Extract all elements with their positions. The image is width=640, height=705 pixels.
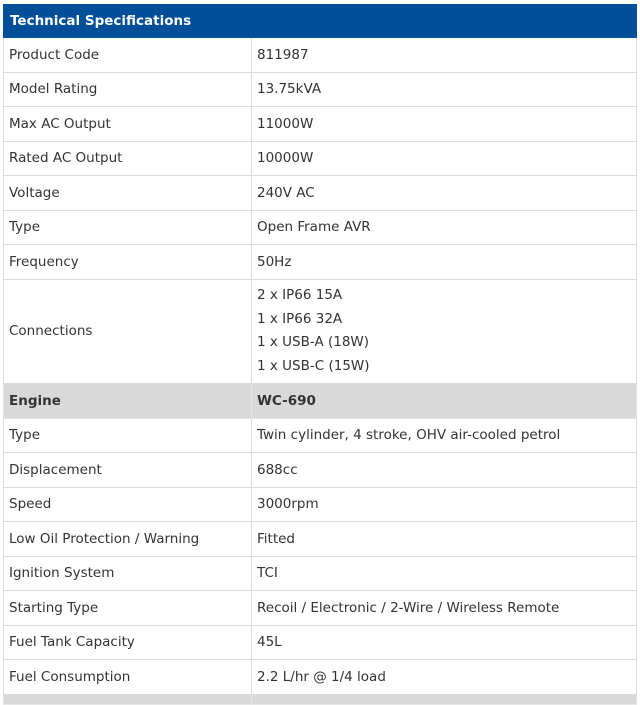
spec-label: Type bbox=[4, 210, 252, 245]
section-label-partial bbox=[4, 694, 252, 704]
spec-value: 50Hz bbox=[252, 245, 637, 280]
connection-item: 1 x USB-C (15W) bbox=[257, 357, 370, 374]
table-title: Technical Specifications bbox=[4, 5, 637, 38]
spec-value: 10000W bbox=[252, 141, 637, 176]
section-value-partial bbox=[252, 694, 637, 704]
spec-value: 11000W bbox=[252, 107, 637, 142]
engine-section-row bbox=[4, 383, 637, 418]
spec-label: Fuel Consumption bbox=[4, 660, 252, 695]
table-row bbox=[4, 625, 637, 660]
section-label: Engine bbox=[4, 383, 252, 418]
spec-label: Max AC Output bbox=[4, 107, 252, 142]
table-row bbox=[4, 660, 637, 695]
table-row bbox=[4, 210, 637, 245]
connection-item: 1 x IP66 32A bbox=[257, 310, 343, 327]
spec-value: 45L bbox=[252, 625, 637, 660]
table-row bbox=[4, 38, 637, 73]
spec-value: 2.2 L/hr @ 1/4 load bbox=[252, 660, 637, 695]
spec-label: Product Code bbox=[4, 38, 252, 73]
section-value: WC-690 bbox=[252, 383, 637, 418]
spec-label: Frequency bbox=[4, 245, 252, 280]
next-section-row-partial bbox=[4, 694, 637, 704]
table-row bbox=[4, 245, 637, 280]
spec-label: Displacement bbox=[4, 453, 252, 488]
table-row bbox=[4, 487, 637, 522]
connection-item: 1 x USB-A (18W) bbox=[257, 334, 370, 350]
spec-label: Low Oil Protection / Warning bbox=[4, 522, 252, 557]
table-row bbox=[4, 556, 637, 591]
spec-label: Speed bbox=[4, 487, 252, 522]
table-row bbox=[4, 522, 637, 557]
spec-label: Ignition System bbox=[4, 556, 252, 591]
table-row bbox=[4, 107, 637, 142]
spec-value: Open Frame AVR bbox=[252, 210, 637, 245]
spec-label: Starting Type bbox=[4, 591, 252, 626]
table-row bbox=[4, 72, 637, 107]
connections-values bbox=[252, 279, 637, 383]
technical-specifications-table bbox=[3, 4, 637, 705]
table-row bbox=[4, 591, 637, 626]
spec-label: Voltage bbox=[4, 176, 252, 211]
spec-value: 240V AC bbox=[252, 176, 637, 211]
spec-label: Rated AC Output bbox=[4, 141, 252, 176]
table-row bbox=[4, 141, 637, 176]
connections-row bbox=[4, 279, 637, 383]
spec-label: Connections bbox=[4, 279, 252, 383]
spec-value: TCI bbox=[252, 556, 637, 591]
spec-label: Type bbox=[4, 418, 252, 453]
spec-label: Model Rating bbox=[4, 72, 252, 107]
spec-value: Recoil / Electronic / 2-Wire / Wireless Remote bbox=[252, 591, 637, 626]
table-row bbox=[4, 453, 637, 488]
connection-item: 2 x IP66 15A bbox=[257, 287, 343, 303]
spec-value: 811987 bbox=[252, 38, 637, 73]
spec-value: Fitted bbox=[252, 522, 637, 557]
table-row bbox=[4, 418, 637, 453]
table-header-row bbox=[4, 5, 637, 38]
spec-label: Fuel Tank Capacity bbox=[4, 625, 252, 660]
spec-value: Twin cylinder, 4 stroke, OHV air-cooled petrol bbox=[252, 418, 637, 453]
spec-value: 688cc bbox=[252, 453, 637, 488]
spec-value: 13.75kVA bbox=[252, 72, 637, 107]
table-row bbox=[4, 176, 637, 211]
spec-value: 3000rpm bbox=[252, 487, 637, 522]
